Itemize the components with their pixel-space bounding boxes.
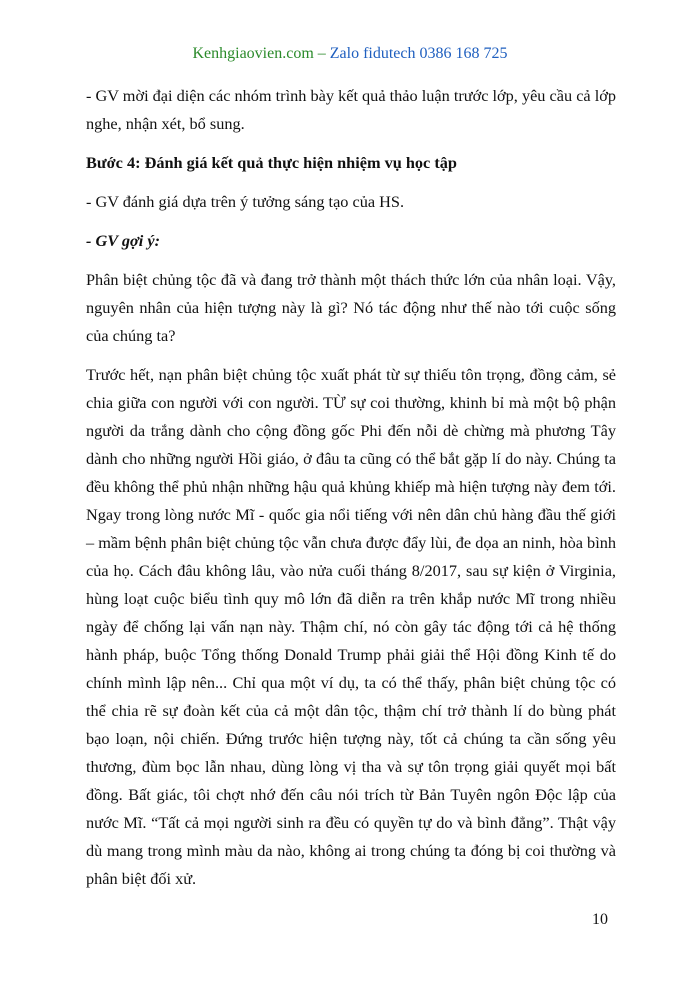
page-header [0, 44, 700, 64]
paragraph-main-essay: Trước hết, nạn phân biệt chủng tộc xuất phát từ sự thiếu tôn trọng, đồng cảm, sẻ chia giữa con người với con người. TỪ sự coi thường, khinh bỉ mà một bộ phận người da trắng dành cho cộng đồng gốc Phi đến nỗi dè chừng mà phương Tây dành cho những người Hồi giáo, ở đâu ta cũng có thể bắt gặp lí do này. Chúng ta đều không thể phủ nhận những hậu quả khủng khiếp mà hiện tượng này đem tới. Ngay trong lòng nước Mĩ - quốc gia nổi tiếng với nên dân chủ hàng đầu thế giới – mầm bệnh phân biệt chủng tộc vẫn chưa được đẩy lùi, đe dọa an ninh, hòa bình của họ. Cách đâu không lâu, vào nửa cuối tháng 8/2017, sau sự kiện ở Virginia, hùng loạt cuộc biểu tình quy mô lớn đã diễn ra trên khắp nước Mĩ trong nhiều ngày để chống lại vấn nạn này. Thậm chí, nó còn gây tác động tới cả hệ thống hành pháp, buộc Tổng thống Donald Trump phải giải thể Hội đồng Kinh tế do chính mình lập nên... Chỉ qua một ví dụ, ta có thể thấy, phân biệt chủng tộc có thể chia rẽ sự đoàn kết của cả một dân tộc, thậm chí trở thành lí do bùng phát bạo loạn, nội chiến. Đứng trước hiện tượng này, tốt cả chúng ta cần sống yêu thương, đùm bọc lẫn nhau, dùng lòng vị tha và sự tôn trọng giải quyết mọi bất đồng. Bất giác, tôi chợt nhớ đến câu nói trích từ Bản Tuyên ngôn Độc lập của nước Mĩ. “Tất cả mọi người sinh ra đều có quyền tự do và bình đẳng”. Thật vậy dù mang trong mình màu da nào, không ai trong chúng ta đóng bị coi thường và phân biệt đối xử. [86, 365, 616, 888]
page-number: 10 [592, 911, 608, 928]
paragraph-group-report: - GV mời đại diện các nhóm trình bày kết quả thảo luận trước lớp, yêu cầu cả lớp nghe, nhận xét, bổ sung. [86, 86, 616, 133]
paragraph-teacher-evaluation: - GV đánh giá dựa trên ý tưởng sáng tạo của HS. [86, 192, 405, 211]
header-separator: – [313, 45, 330, 62]
step-4-heading: Bước 4: Đánh giá kết quả thực hiện nhiệm vụ học tập [86, 153, 457, 172]
header-site-link[interactable]: Kenhgiaovien.com [192, 45, 314, 62]
header-zalo-link[interactable]: Zalo fidutech 0386 168 725 [329, 45, 508, 62]
paragraph-intro: Phân biệt chủng tộc đã và đang trở thành một thách thức lớn của nhân loại. Vậy, nguyên nhân của hiện tượng này là gì? Nó tác động như thế nào tới cuộc sống của chúng ta? [86, 270, 616, 345]
document-body [86, 82, 616, 893]
suggestion-heading: - GV gợi ý: [86, 231, 161, 250]
